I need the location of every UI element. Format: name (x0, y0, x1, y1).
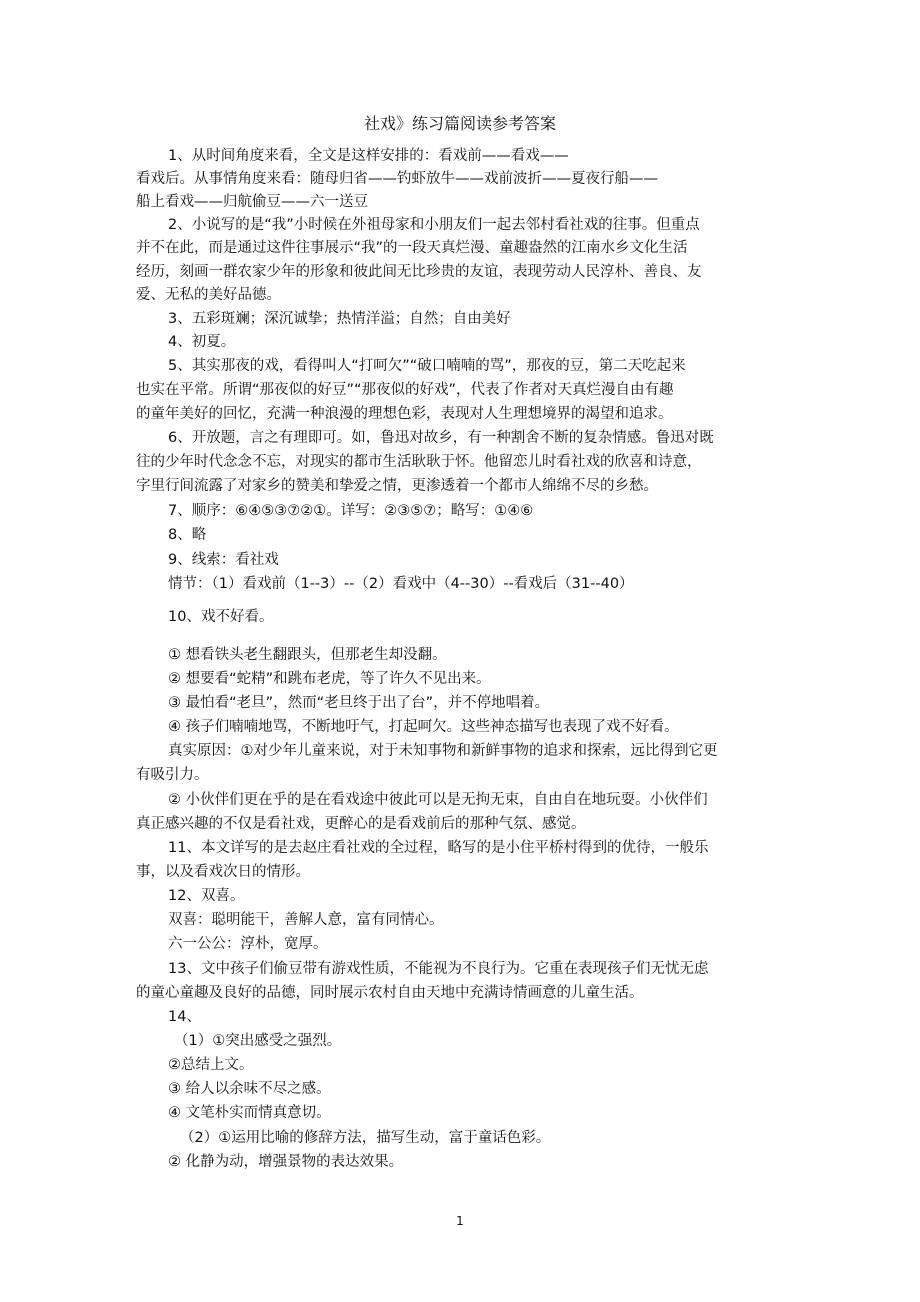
answer-line: 经历，刻画一群农家少年的形象和彼此间无比珍贵的友谊，表现劳动人民淳朴、善良、友 (136, 264, 702, 280)
answer-line: 3、五彩斑斓；深沉诚挚；热情洋溢；自然；自由美好 (168, 311, 511, 327)
answer-line: 1、从时间角度来看，全文是这样安排的：看戏前——看戏—— (168, 148, 569, 164)
answer-line: 有吸引力。 (136, 767, 209, 783)
answer-line: 9、线索：看社戏 (168, 552, 279, 568)
answer-line: （1）①突出感受之强烈。 (174, 1033, 342, 1049)
answer-line: 情节：（1）看戏前（1--3）--（2）看戏中（4--30）--看戏后（31--40） (168, 576, 634, 592)
answer-line: ② 化静为动，增强景物的表达效果。 (168, 1154, 404, 1170)
answer-line: ② 想要看“蛇精”和跳布老虎，等了许久不见出来。 (168, 671, 491, 687)
answer-line: 11、本文详写的是去赵庄看社戏的全过程，略写的是小住平桥村得到的优待，一般乐 (168, 840, 709, 856)
document-title: 社戏》练习篇阅读参考答案 (363, 114, 556, 133)
answer-line: （2）①运用比喻的修辞方法，描写生动，富于童话色彩。 (180, 1130, 551, 1146)
page-number: 1 (456, 1214, 464, 1228)
answer-line: 事，以及看戏次日的情形。 (136, 864, 310, 880)
answer-line: 4、初夏。 (168, 334, 236, 350)
answer-line: 2、小说写的是“我”小时候在外祖母家和小朋友们一起去邻村看社戏的往事。但重点 (168, 217, 700, 233)
answer-line: 字里行间流露了对家乡的赞美和挚爱之情，更渗透着一个都市人绵绵不尽的乡愁。 (136, 478, 658, 494)
answer-line: 真正感兴趣的不仅是看社戏，更醉心的是看戏前后的那种气氛、感觉。 (136, 816, 586, 832)
answer-line: ② 小伙伴们更在乎的是在看戏途中彼此可以是无拘无束，自由自在地玩耍。小伙伴们 (168, 792, 708, 808)
answer-line: 10、戏不好看。 (168, 609, 274, 625)
answer-line: 六一公公：淳朴，宽厚。 (168, 936, 328, 952)
answer-line: 6、开放题，言之有理即可。如，鲁迅对故乡，有一种割舍不断的复杂情感。鲁迅对既 (168, 430, 714, 446)
answer-line: 5、其实那夜的戏，看得叫人“打呵欠”“破口喃喃的骂”，那夜的豆，第二天吃起来 (168, 358, 686, 374)
answer-line: 12、双喜。 (168, 888, 245, 904)
answer-line: 也实在平常。所谓“那夜似的好豆”“那夜似的好戏”，代表了作者对天真烂漫自由有趣 (136, 382, 674, 398)
answer-line: 真实原因：①对少年儿童来说，对于未知事物和新鲜事物的追求和探索，远比得到它更 (168, 743, 718, 759)
answer-line: ④ 孩子们喃喃地骂，不断地吁气，打起呵欠。这些神态描写也表现了戏不好看。 (168, 719, 679, 735)
answer-line: 船上看戏——归航偷豆——六一送豆 (136, 194, 368, 210)
answer-line: 13、文中孩子们偷豆带有游戏性质，不能视为不良行为。它重在表现孩子们无忧无虑 (168, 961, 709, 977)
answer-line: 8、略 (168, 527, 207, 543)
answer-line: 爱、无私的美好品德。 (136, 287, 281, 303)
answer-line: ④ 文笔朴实而情真意切。 (168, 1105, 331, 1121)
answer-line: 7、顺序：⑥④⑤③⑦②①。详写：②③⑤⑦；略写：①④⑥ (168, 503, 534, 519)
answer-line: 并不在此，而是通过这件往事展示“我”的一段天真烂漫、童趣盎然的江南水乡文化生活 (136, 240, 688, 256)
answer-line: 看戏后。从事情角度来看：随母归省——钓虾放牛——戏前波折——夏夜行船—— (136, 171, 658, 187)
answer-line: 14、 (168, 1009, 201, 1025)
answer-line: 的童年美好的回忆，充满一种浪漫的理想色彩，表现对人生理想境界的渴望和追求。 (136, 406, 673, 422)
answer-line: 的童心童趣及良好的品德，同时展示农村自由天地中充满诗情画意的儿童生活。 (136, 985, 644, 1001)
answer-line: ③ 最怕看“老旦”，然而“老旦终于出了台”，并不停地唱着。 (168, 695, 550, 711)
answer-line: ②总结上文。 (168, 1057, 254, 1073)
answer-line: ① 想看铁头老生翻跟头，但那老生却没翻。 (168, 647, 447, 663)
answer-line: ③ 给人以余味不尽之感。 (168, 1081, 331, 1097)
answer-line: 往的少年时代念念不忘，对现实的都市生活耿耿于怀。他留恋儿时看社戏的欣喜和诗意， (136, 454, 702, 470)
answer-line: 双喜：聪明能干，善解人意，富有同情心。 (168, 912, 444, 928)
